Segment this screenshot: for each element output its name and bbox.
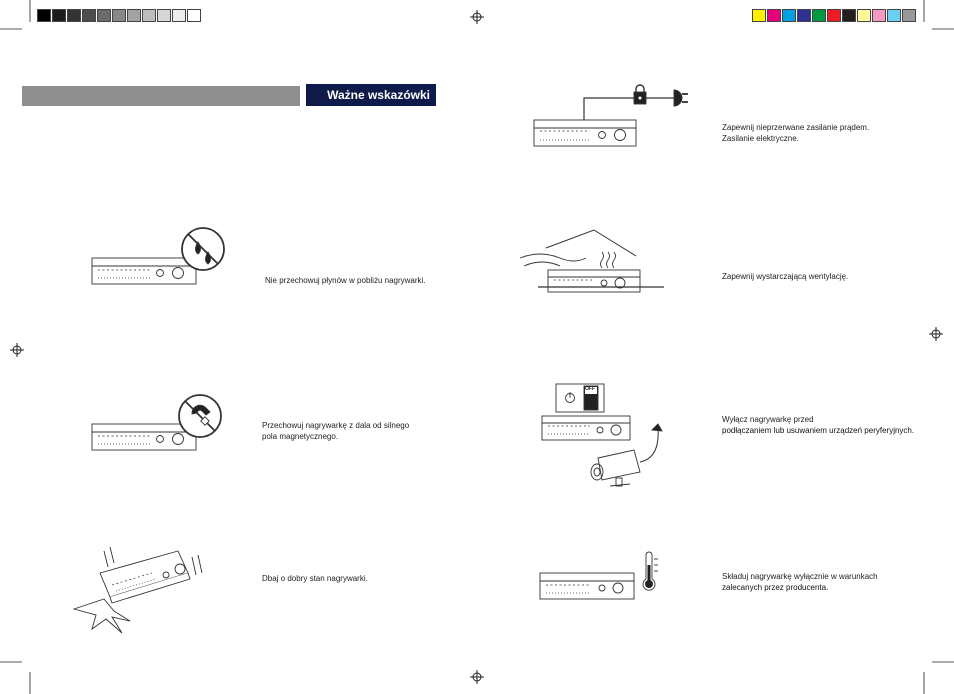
tip-off	[722, 414, 914, 436]
tip-ventilation-line-1: Zapewnij wystarczającą wentylację.	[722, 272, 849, 281]
no-magnet-icon	[90, 392, 230, 456]
section-title: Ważne wskazówki	[306, 84, 436, 106]
tip-magnet-line-2: pola magnetycznego.	[262, 432, 339, 441]
power-off-switch-icon	[540, 380, 680, 492]
registration-mark-left	[10, 343, 24, 357]
switch-off-label: OFF	[585, 386, 595, 392]
tip-storage	[722, 571, 878, 593]
tip-care-line-1: Dbaj o dobry stan nagrywarki.	[262, 574, 368, 583]
tip-fluids	[265, 275, 426, 286]
tip-storage-line-2: zalecanych przez producenta.	[722, 583, 829, 592]
tip-power	[722, 122, 869, 144]
tip-magnet-line-1: Przechowuj nagrywarkę z dala od silnego	[262, 421, 410, 430]
tip-magnet	[262, 420, 409, 442]
thermometer-icon	[538, 551, 668, 607]
registration-mark-right	[929, 327, 943, 341]
section-header-bar	[22, 86, 300, 106]
no-liquids-icon	[90, 226, 230, 290]
tip-storage-line-1: Składuj nagrywarkę wyłącznie w warunkach	[722, 572, 878, 581]
tip-off-line-2: podłączaniem lub usuwaniem urządzeń peryferyjnych.	[722, 426, 915, 435]
ventilation-icon	[518, 228, 668, 298]
tip-power-line-2: Zasilanie elektryczne.	[722, 134, 799, 143]
locked-power-plug-icon	[532, 84, 702, 150]
tip-fluids-line-1: Nie przechowuj płynów w pobliżu nagrywarki.	[265, 276, 426, 285]
registration-mark-top	[470, 10, 484, 24]
tip-off-line-1: Wyłącz nagrywarkę przed	[722, 415, 814, 424]
registration-mark-bottom	[470, 670, 484, 684]
tip-power-line-1: Zapewnij nieprzerwane zasilanie prądem.	[722, 123, 870, 132]
dropped-recorder-icon	[70, 543, 210, 633]
tip-ventilation	[722, 271, 848, 282]
tip-care	[262, 573, 368, 584]
